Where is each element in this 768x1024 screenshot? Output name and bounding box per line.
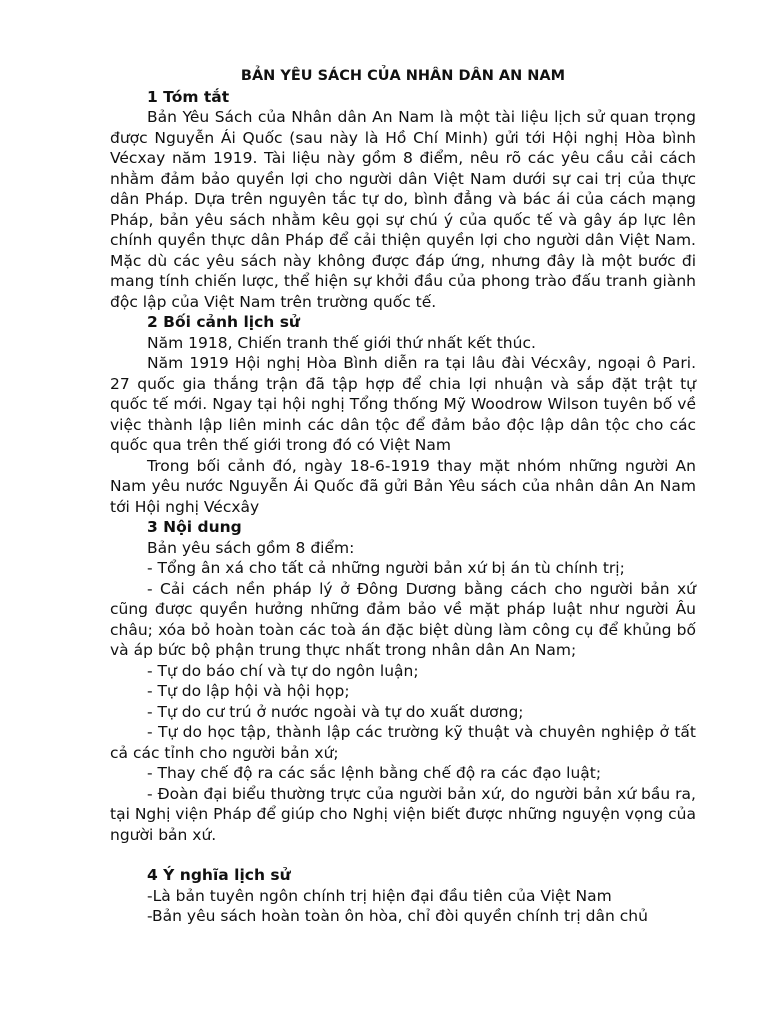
list-item: - Tổng ân xá cho tất cả những người bản xứ bị án tù chính trị;	[147, 559, 625, 577]
list-item: - Đoàn đại biểu thường trực của người bản xứ, do người bản xứ bầu ra, tại Nghị viện Pháp để giúp cho Nghị viện biết được những nguyện vọng của người bản xứ.	[110, 784, 696, 844]
section-heading-significance: 4 Ý nghĩa lịch sử	[147, 866, 291, 884]
list-item: -Bản yêu sách hoàn toàn ôn hòa, chỉ đòi quyền chính trị dân chủ	[147, 907, 648, 925]
list-item: - Tự do học tập, thành lập các trường kỹ thuật và chuyên nghiệp ở tất cả các tỉnh cho người bản xứ;	[110, 723, 696, 762]
list-item: - Tự do báo chí và tự do ngôn luận;	[147, 661, 419, 680]
paragraph: Năm 1918, Chiến tranh thế giới thứ nhất kết thúc.	[147, 333, 536, 352]
list-item: - Tự do lập hội và hội họp;	[147, 682, 350, 700]
list-item: - Thay chế độ ra các sắc lệnh bằng chế độ ra các đạo luật;	[147, 764, 602, 782]
paragraph: Bản yêu sách gồm 8 điểm:	[147, 538, 355, 557]
section-heading-summary: 1 Tóm tắt	[147, 87, 230, 106]
section-heading-content: 3 Nội dung	[147, 518, 242, 536]
paragraph: Bản Yêu Sách của Nhân dân An Nam là một tài liệu lịch sử quan trọng được Nguyễn Ái Quốc (sau này là Hồ Chí Minh) gửi tới Hội nghị Hòa bình Vécxay năm 1919. Tài liệu này gồm 8 điểm, nêu rõ các yêu cầu cải cách nhằm đảm bảo quyền lợi cho người dân Việt Nam dưới sự cai trị của thực dân Pháp. Dựa trên nguyên tắc tự do, bình đẳng và bác ái của cách mạng Pháp, bản yêu sách nhằm kêu gọi sự chú ý của quốc tế và gây áp lực lên chính quyền thực dân Pháp để cải thiện quyền lợi cho người dân Việt Nam. Mặc dù các yêu sách này không được đáp ứng, nhưng đây là một bước đi mang tính chiến lược, thể hiện sự khởi đầu của phong trào đấu tranh giành độc lập của Việt Nam trên trường quốc tế.	[110, 108, 696, 311]
list-item: - Cải cách nền pháp lý ở Đông Dương bằng cách cho người bản xứ cũng được quyền hưởng những đảm bảo về mặt pháp luật như người Âu châu; xóa bỏ hoàn toàn các toà án đặc biệt dùng làm công cụ để khủng bố và áp bức bộ phận trung thực nhất trong nhân dân An Nam;	[110, 579, 696, 659]
list-item: -Là bản tuyên ngôn chính trị hiện đại đầu tiên của Việt Nam	[147, 886, 612, 905]
list-item: - Tự do cư trú ở nước ngoài và tự do xuất dương;	[147, 702, 524, 721]
spacer	[110, 845, 696, 865]
document-title: BẢN YÊU SÁCH CỦA NHÂN DÂN AN NAM	[240, 68, 566, 84]
paragraph: Năm 1919 Hội nghị Hòa Bình diễn ra tại lâu đài Vécxây, ngoại ô Pari. 27 quốc gia thắng trận đã tập hợp để chia lợi nhuận và sắp đặt trật tự quốc tế mới. Ngay tại hội nghị Tổng thống Mỹ Woodrow Wilson tuyên bố về việc thành lập liên minh các dân tộc để đảm bảo độc lập dân tộc cho các quốc qua trên thế giới trong đó có Việt Nam	[110, 354, 696, 454]
paragraph: Trong bối cảnh đó, ngày 18-6-1919 thay mặt nhóm những người An Nam yêu nước Nguyễn Ái Quốc đã gửi Bản Yêu sách của nhân dân An Nam tới Hội nghị Vécxây	[110, 456, 696, 516]
section-heading-context: 2 Bối cảnh lịch sử	[147, 313, 300, 331]
